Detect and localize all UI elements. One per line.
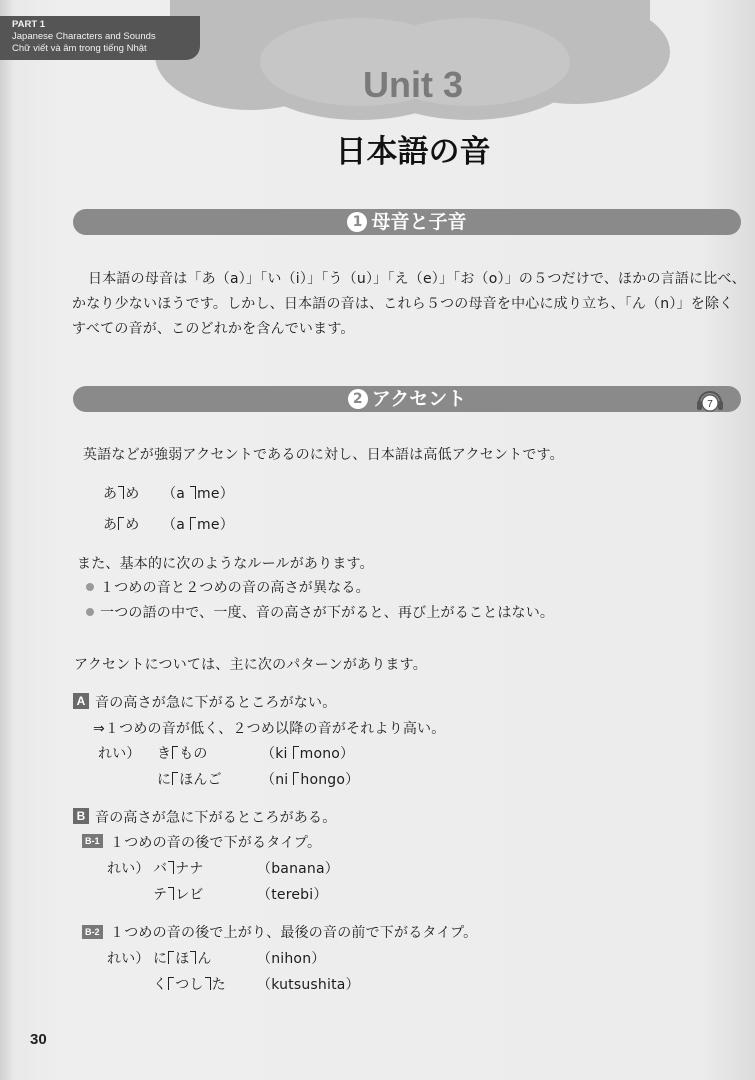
accent-intro: 英語などが強弱アクセントであるのに対し、日本語は高低アクセントです。 [83,447,564,463]
pattern-a-example-kimono-roman: （ki mono） [261,746,355,762]
patterns-intro: アクセントについては、主に次のパターンがあります。 [74,657,427,673]
part-tag [0,16,200,60]
pattern-b1-example-terebi: テ レビ [153,887,204,903]
pattern-b1-example-banana-roman: （banana） [257,861,339,877]
rule-2: 一つの語の中で、一度、音の高さが下がると、再び上がることはない。 [100,605,555,621]
section-1-para-line-2: かなり少ないほうです。しかし、日本語の音は、これら５つの母音を中心に成り立ち、「ん（n）」を除く [72,296,734,312]
pattern-b2-tag: B-2 [82,925,103,939]
pattern-b-text: 音の高さが急に下がるところがある。 [95,810,337,826]
part-title-en: Japanese Characters and Sounds [12,31,156,42]
pattern-b2-text: １つめの音の後で上がり、最後の音の前で下がるタイプ。 [110,925,478,941]
example-ame-down: あ め （a me） [103,486,234,502]
rules-intro: また、基本的に次のようなルールがあります。 [77,556,374,572]
rule-1: １つめの音と２つめの音の高さが異なる。 [100,580,370,596]
page-number: 30 [30,1031,47,1048]
pattern-a-detail: ⇒１つめの音が低く、２つめ以降の音がそれより高い。 [93,721,446,737]
pattern-a-label: A [73,693,89,709]
section-2-title: アクセント [371,388,467,410]
pattern-a-example-label: れい） [98,746,141,762]
pattern-b1-tag: B-1 [82,834,103,848]
section-2-heading [73,386,741,412]
pattern-b2-example-nihon-roman: （nihon） [257,951,326,967]
section-1-number: 1 [347,212,367,232]
part-label: PART 1 [12,19,46,30]
pattern-b1-example-banana: バ ナナ [153,861,204,877]
pattern-a-example-nihongo: に ほんご [157,772,222,788]
part-title-vi: Chữ viết và âm trong tiếng Nhật [12,43,147,54]
pattern-b2-example-kutsushita-roman: （kutsushita） [257,977,360,993]
section-1-para-line-3: すべての音が、このどれかを含んでいます。 [72,321,355,337]
page-title: 日本語の音 [335,134,491,170]
audio-track-number: 7 [707,399,713,410]
section-1-heading [73,209,741,235]
unit-title: Unit 3 [362,64,463,105]
pattern-b1-text: １つめの音の後で下がるタイプ。 [110,835,322,851]
pattern-b2-example-label: れい） [107,951,150,967]
pattern-b-label: B [73,808,89,824]
example-ame-up: あ め （a me） [103,517,234,533]
pattern-b1-example-terebi-roman: （terebi） [257,887,328,903]
pattern-b2-example-nihon: に ほ ん [153,951,212,967]
pattern-a-example-kimono: き もの [157,746,208,762]
pattern-a-example-nihongo-roman: （ni hongo） [261,772,360,788]
pattern-b1-example-label: れい） [107,861,150,877]
section-2-number: 2 [348,389,368,409]
pattern-a-text: 音の高さが急に下がるところがない。 [95,695,337,711]
pattern-b2-example-kutsushita: く つし た [153,977,226,993]
bullet-dot [86,608,94,616]
bullet-dot [86,583,94,591]
section-1-title: 母音と子音 [371,211,467,233]
section-1-para-line-1: 日本語の母音は「あ（a）」「い（i）」「う（u）」「え（e）」「お（o）」の５つだけで、ほかの言語に比べ、 [88,271,746,287]
headphones-icon[interactable] [694,385,726,415]
